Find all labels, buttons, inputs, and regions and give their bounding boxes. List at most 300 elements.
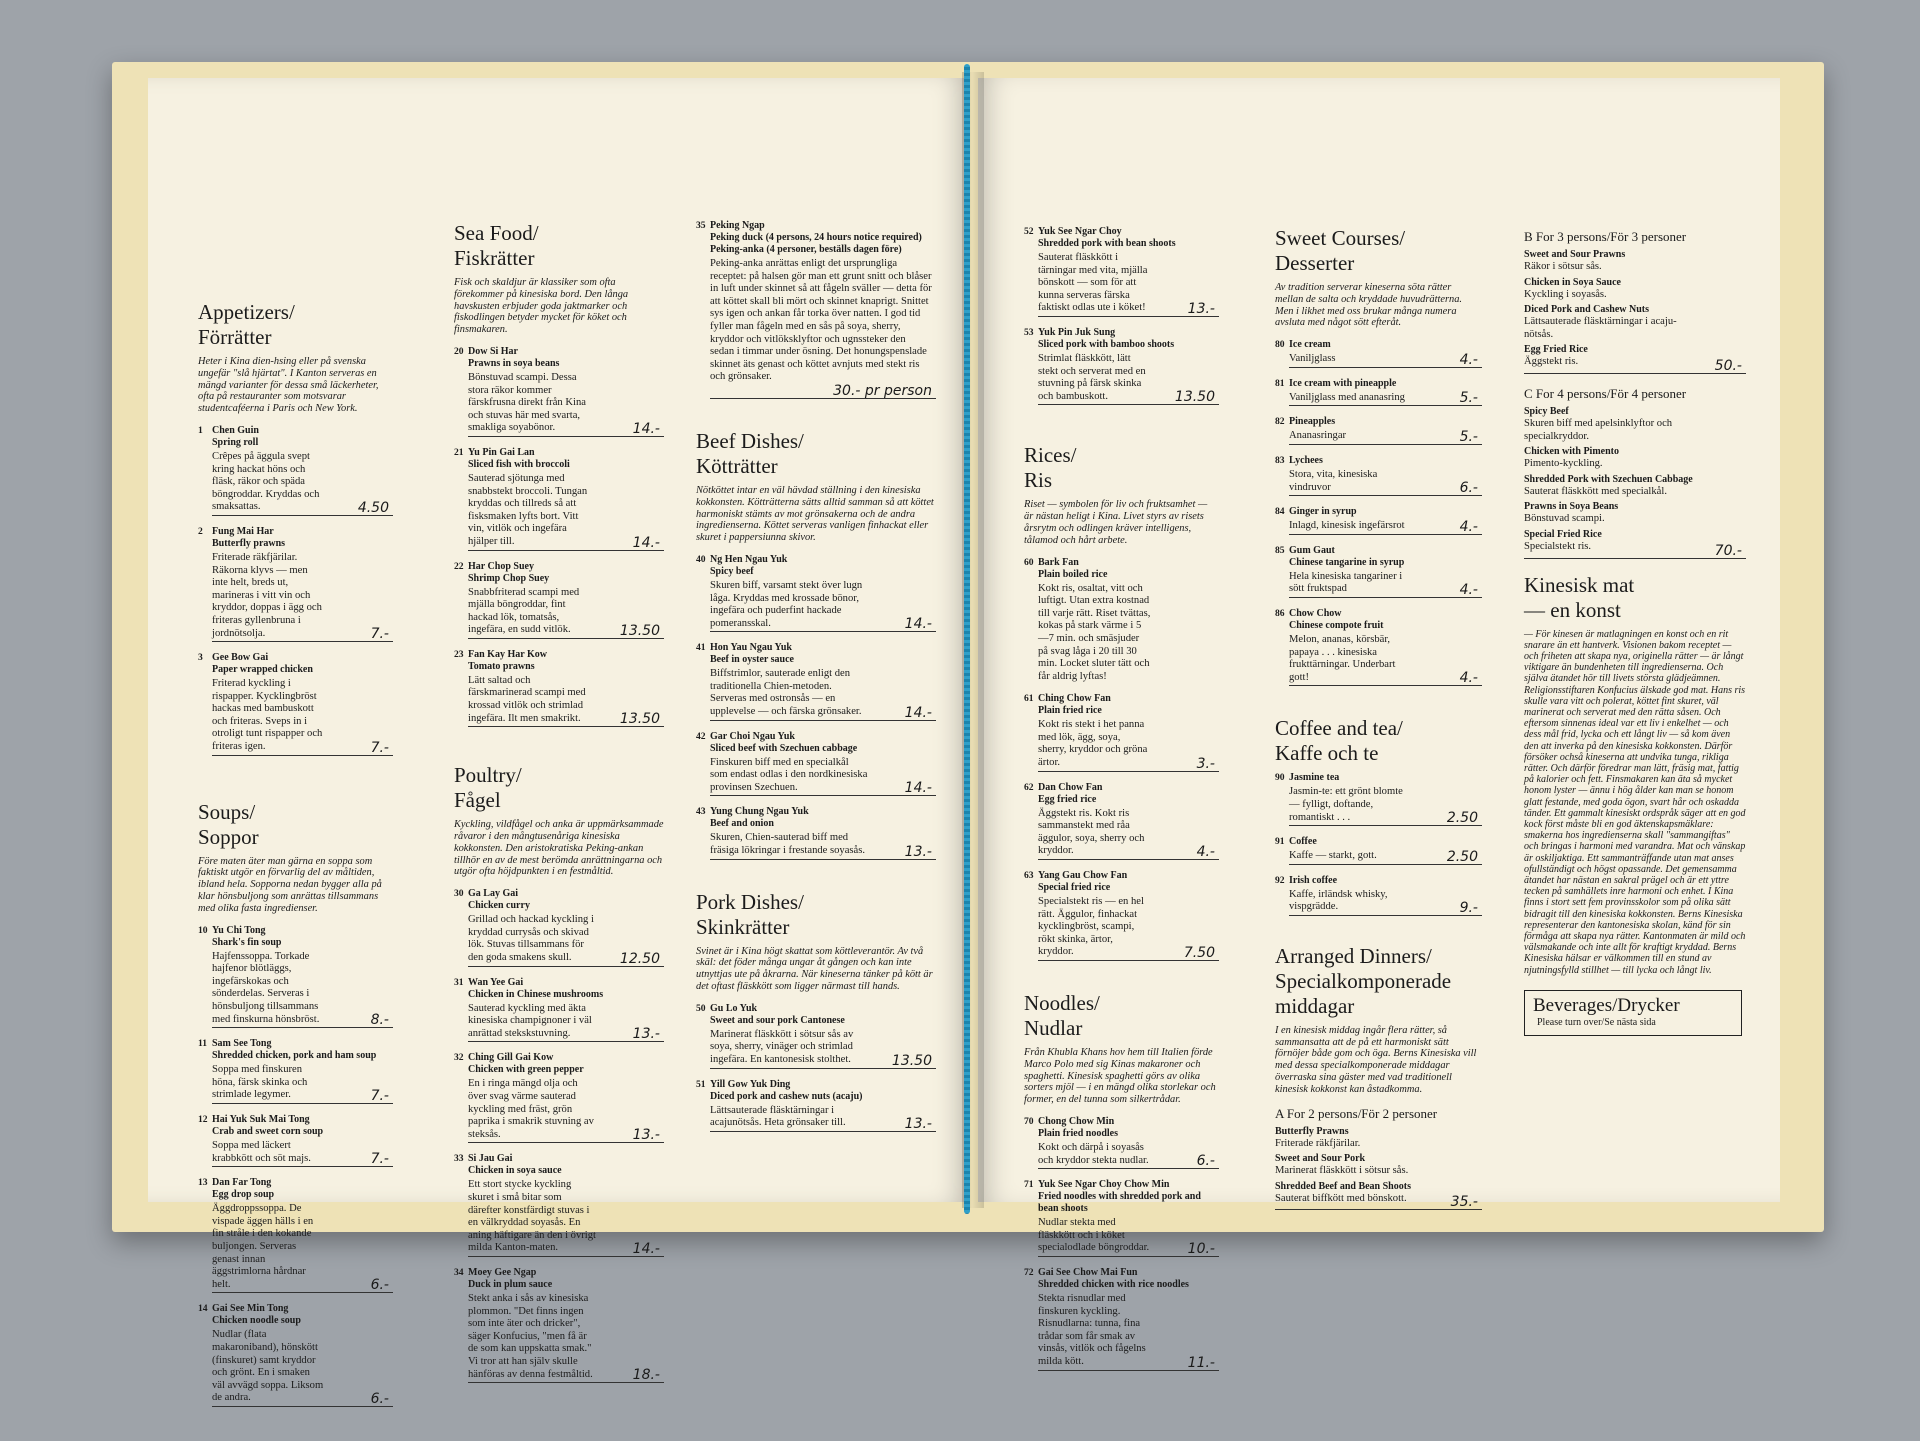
item-price: 30.- pr person xyxy=(710,384,936,399)
set-course-description: Specialstekt ris. xyxy=(1524,540,1592,552)
item-number: 2 xyxy=(198,525,203,537)
menu-item xyxy=(454,1052,664,1143)
item-description: Melon, ananas, körsbär, papaya . . . kinesiska frukttärningar. Underbart gott! xyxy=(1289,633,1396,683)
item-translation: Sliced pork with bamboo shoots xyxy=(1038,338,1175,350)
item-price: 14.- xyxy=(710,617,936,632)
item-name: Chow Chow xyxy=(1289,607,1342,619)
item-price: 13.50 xyxy=(468,712,664,727)
menu-section xyxy=(454,221,664,727)
item-description: Strimlat fläskkött, lätt stekt och serverat med en stuvning på färsk skinka och bambuskott. xyxy=(1038,352,1146,402)
set-course-description: Lättsauterade fläsktärningar i acaju-nötsås. xyxy=(1524,316,1677,340)
heading-line: Sweet Courses/ xyxy=(1275,226,1406,250)
item-price: 4.- xyxy=(1289,520,1482,535)
menu-item xyxy=(696,1079,936,1132)
item-description: Skuren biff, varsamt stekt över lugn låga. Kryddas med krossade bönor, ingefära och puderfint hackade pomeransskal. xyxy=(710,579,863,629)
set-course-name: Shredded Pork with Szechuen Cabbage xyxy=(1524,473,1693,485)
set-course-description: Bönstuvad scampi. xyxy=(1524,513,1605,525)
menu-item xyxy=(696,1003,936,1069)
item-number: 86 xyxy=(1275,607,1285,619)
set-course-description: Marinerat fläskkött i sötsur sås. xyxy=(1275,1165,1409,1177)
item-description: Sauterad kyckling med äkta kinesiska champignoner i väl anrättad stekskstuvning. xyxy=(468,1002,592,1039)
item-number: 72 xyxy=(1024,1266,1034,1278)
heading-line: Förrätter xyxy=(198,325,272,349)
menu-section xyxy=(454,763,664,1383)
item-price: 14.- xyxy=(710,706,936,721)
item-price: 7.- xyxy=(212,741,393,756)
menu-item xyxy=(198,652,393,756)
section-intro: Nötköttet intar en väl hävdad ställning i den kinesiska kokkonsten. Kötträtterna sätts alltid samman så att köttet harmoniskt stämts av mot grönsakerna och de andra ingredienserna. Köttet serveras vanligen finhackat eller skuret i pappersiunna skivor. xyxy=(696,484,934,544)
item-price: 13.50 xyxy=(1038,390,1219,405)
item-name: Chen Guin xyxy=(212,424,259,436)
section-heading xyxy=(198,800,393,850)
set-course-name: Prawns in Soya Beans xyxy=(1524,501,1619,513)
item-description: Stekta risnudlar med finskuren kyckling. Risnudlarna: tunna, fina trådar som får smak av vinsås, vitlök och fågelns milda kött. xyxy=(1038,1292,1146,1367)
item-description: Friterade räkfjärilar. Räkorna klyvs — men inte helt, breds ut, marineras i vitt vin och kryddor, doppas i ägg och friteras gyllenbruna i jordnötsolja. xyxy=(212,551,322,639)
section-intro: I en kinesisk middag ingår flera rätter, så sammansatta att de på ett harmoniskt sätt förnöjer både gom och öga. Berns Kinesiska vill med dessa specialkomponerade middagar överraska sina gäster med vad traditionell kinesisk kokkonst kan åstadkomma. xyxy=(1275,1024,1477,1095)
menu-item xyxy=(1275,378,1482,407)
section-heading xyxy=(696,890,936,940)
item-price: 10.- xyxy=(1038,1242,1219,1257)
menu-item xyxy=(198,526,393,642)
menu-item xyxy=(1275,772,1482,826)
item-name: Moey Gee Ngap xyxy=(468,1266,537,1278)
item-price: 13.- xyxy=(710,1117,936,1132)
arranged-set xyxy=(1275,1106,1482,1211)
menu-item xyxy=(454,346,664,437)
item-price: 7.50 xyxy=(1038,946,1219,961)
item-number: 3 xyxy=(198,652,203,664)
item-translation: Shredded chicken with rice noodles xyxy=(1038,1278,1189,1290)
menu-item xyxy=(1024,1116,1219,1169)
beverages-box xyxy=(1524,990,1742,1036)
set-course-description: Skuren biff med apelsinklyftor och specialkryddor. xyxy=(1524,417,1673,442)
item-price: 2.50 xyxy=(1289,850,1482,865)
section-heading xyxy=(1024,443,1219,493)
item-translation: Prawns in soya beans xyxy=(468,357,560,369)
item-number: 63 xyxy=(1024,870,1034,882)
set-course-name: Sweet and Sour Prawns xyxy=(1524,249,1626,260)
item-description: Specialstekt ris — en hel rätt. Äggulor, finhackat kycklingbröst, scampi, rökt skinka, ärtor, kryddor. xyxy=(1038,896,1144,958)
item-translation: Crab and sweet corn soup xyxy=(212,1126,324,1137)
item-translation: Shrimp Chop Suey xyxy=(468,572,550,584)
set-price: 35.- xyxy=(1275,1195,1482,1210)
right-page xyxy=(978,78,1780,1371)
item-name: Ginger in syrup xyxy=(1289,506,1357,518)
left-column-2 xyxy=(454,221,664,1417)
menu-item xyxy=(696,731,936,797)
beverages-note: Please turn over/Se nästa sida xyxy=(1537,1016,1656,1028)
beverages-title: Beverages/Drycker xyxy=(1533,994,1680,1016)
item-name: Gu Lo Yuk xyxy=(710,1002,758,1014)
item-description: Inlagd, kinesisk ingefärsrot xyxy=(1289,520,1405,532)
item-price: 6.- xyxy=(212,1392,393,1407)
item-translation: Chicken in Chinese mushrooms xyxy=(468,988,604,1000)
item-name: Ng Hen Ngau Yuk xyxy=(710,553,788,565)
set-course-name: Egg Fried Rice xyxy=(1524,344,1588,356)
set-course-description: Friterade räkfjärilar. xyxy=(1275,1137,1361,1149)
menu-section xyxy=(696,890,936,1132)
item-number: 43 xyxy=(696,806,706,818)
item-name: Har Chop Suey xyxy=(468,560,534,572)
item-price: 6.- xyxy=(1289,481,1482,496)
item-price: 7.- xyxy=(212,1152,393,1167)
set-course-name: Special Fried Rice xyxy=(1524,528,1602,540)
item-name: Chong Chow Min xyxy=(1038,1115,1115,1127)
item-number: 12 xyxy=(198,1114,208,1125)
item-number: 70 xyxy=(1024,1115,1034,1127)
menu-item xyxy=(1024,226,1219,317)
heading-line: Ris xyxy=(1024,468,1053,493)
item-number: 35 xyxy=(696,220,706,231)
menu-item xyxy=(1275,608,1482,686)
section-heading xyxy=(1275,944,1482,1019)
section-intro: Från Khubla Khans hov hem till Italien förde Marco Polo med sig Kinas makaroner och spaghetti. Kinesisk spaghetti görs av olika sorters mjöl — i en mängd olika storlekar och former, en del tunna som silkertrådar. xyxy=(1024,1047,1216,1106)
section-heading xyxy=(696,429,936,479)
item-description: Friterad kyckling i rispapper. Kycklingbröst hackas med bambuskott och friteras. Sveps in i otroligt tunt rispapper och friteras igen. xyxy=(212,678,323,753)
item-name: Yuk See Ngar Choy xyxy=(1038,226,1122,237)
section-heading xyxy=(1275,716,1482,766)
item-translation: Sliced beef with Szechuen cabbage xyxy=(710,742,858,754)
item-name: Ching Chow Fan xyxy=(1038,693,1111,705)
item-description: Hajfenssoppa. Torkade hajfenor blötläggs, ingefärskokas och sönderdelas. Serveras i hönsbuljong tillsammans med finskurna hönsbröst. xyxy=(212,950,320,1025)
menu-item xyxy=(198,1114,393,1167)
menu-item xyxy=(198,1303,393,1407)
section-heading xyxy=(454,221,664,271)
heading-line: Appetizers/ xyxy=(198,300,295,324)
menu-item xyxy=(198,1177,393,1293)
item-name: Dan Chow Fan xyxy=(1038,781,1103,793)
menu-item xyxy=(198,1038,393,1104)
item-name: Dow Si Har xyxy=(468,345,518,357)
item-name: Coffee xyxy=(1289,836,1317,848)
item-price: 13.- xyxy=(1038,302,1219,317)
set-course-description: Pimento-kyckling. xyxy=(1524,458,1603,470)
menu-item xyxy=(454,1153,664,1257)
item-translation: Beef and onion xyxy=(710,818,774,830)
item-description: Finskuren biff med en specialkål som endast odlas i den nordkinesiska provinsen Szechuen. xyxy=(710,756,868,793)
peking-duck-section xyxy=(696,220,936,399)
item-description: Vaniljglass xyxy=(1289,353,1336,365)
bookmark-ribbon xyxy=(964,64,970,1214)
item-number: 84 xyxy=(1275,506,1285,518)
item-price: 4.- xyxy=(1289,353,1482,368)
menu-section xyxy=(198,300,393,756)
item-translation: Beef in oyster sauce xyxy=(710,654,794,666)
heading-line: Kaffe och te xyxy=(1275,741,1379,766)
heading-line: Kötträtter xyxy=(696,453,778,478)
item-translation: Plain boiled rice xyxy=(1038,568,1108,580)
item-description: Ett stort stycke kyckling skuret i små bitar som därefter konstfärdigt stuvas i en välkryddad soyasås. En aning häftigare än den i övrigt milda Kanton-maten. xyxy=(468,1179,596,1254)
item-name: Yung Chung Ngau Yuk xyxy=(710,806,809,818)
item-description: Nudlar stekta med fläskkött och i köket specialodlade böngroddar. xyxy=(1038,1217,1150,1254)
item-translation: Sliced fish with broccoli xyxy=(468,458,570,470)
item-number: 81 xyxy=(1275,377,1285,389)
heading-line: Arranged Dinners/ xyxy=(1275,943,1432,968)
menu-item xyxy=(1275,836,1482,865)
menu-item xyxy=(1275,455,1482,496)
item-description: Sauterat fläskkött i tärningar med vita, mjälla bönskott — som för att kunna serveras färska faktiskt odlas ute i köket! xyxy=(1038,252,1148,314)
item-name: Irish coffee xyxy=(1289,874,1338,886)
set-course-description: Äggstekt ris. xyxy=(1524,356,1579,368)
item-translation: Chicken with green pepper xyxy=(468,1064,584,1076)
menu-item xyxy=(696,554,936,632)
menu-item xyxy=(696,220,936,399)
item-description: Lätt saltad och färskmarinerad scampi med krossad vitlök och strimlad ingefära. Ilt men smakrikt. xyxy=(468,674,586,724)
item-number: 41 xyxy=(696,642,706,654)
item-price: 5.- xyxy=(1289,391,1482,406)
item-name: Pineapples xyxy=(1289,416,1336,428)
item-price: 7.- xyxy=(212,627,393,642)
item-number: 34 xyxy=(454,1266,464,1278)
item-price: 14.- xyxy=(710,781,936,796)
item-price: 14.- xyxy=(468,422,664,437)
item-description: Jasmin-te: ett grönt blomte — fylligt, doftande, romantiskt . . . xyxy=(1289,786,1403,823)
item-price: 14.- xyxy=(468,1242,664,1257)
left-page xyxy=(148,78,970,1407)
item-name: Gum Gaut xyxy=(1289,544,1335,556)
item-number: 82 xyxy=(1275,416,1285,428)
item-name: Fan Kay Har Kow xyxy=(468,648,547,660)
item-description: Grillad och hackad kyckling i kryddad currysås och skivad lök. Stuvas tillsammans för den goda smakens skull. xyxy=(468,914,594,964)
item-number: 30 xyxy=(454,888,464,900)
menu-item xyxy=(1024,870,1219,961)
heading-line: middagar xyxy=(1275,993,1355,1018)
menu-section xyxy=(1275,226,1482,686)
arranged-set xyxy=(1524,229,1746,374)
heading-line: Specialkomponerade xyxy=(1275,968,1452,993)
item-price: 4.- xyxy=(1038,845,1219,860)
item-price: 7.- xyxy=(212,1089,393,1104)
set-course-description: Kyckling i soyasås. xyxy=(1524,288,1607,300)
item-number: 33 xyxy=(454,1153,464,1165)
item-price: 2.50 xyxy=(1289,811,1482,826)
item-number: 50 xyxy=(696,1002,706,1014)
item-description: Nudlar (flata makaroniband), hönskött (finskuret) samt kryddor och grönt. En i smaken väl avvägd soppa. Liksom de andra. xyxy=(212,1329,324,1404)
item-number: 92 xyxy=(1275,874,1285,886)
item-number: 61 xyxy=(1024,693,1034,705)
item-name: Gee Bow Gai xyxy=(212,652,269,664)
item-description: Ananasringar xyxy=(1289,430,1347,442)
item-price: 6.- xyxy=(212,1278,393,1293)
heading-line: — en konst xyxy=(1524,597,1621,622)
menu-item xyxy=(198,425,393,516)
item-number: 13 xyxy=(198,1177,208,1189)
item-name: Ga Lay Gai xyxy=(468,888,519,900)
item-number: 60 xyxy=(1024,556,1034,568)
item-name: Yuk See Ngar Choy Chow Min xyxy=(1038,1179,1170,1191)
menu-item xyxy=(1275,416,1482,445)
item-number: 11 xyxy=(198,1038,208,1050)
set-course-name: Sweet and Sour Pork xyxy=(1275,1153,1366,1165)
set-price: 50.- xyxy=(1524,359,1746,374)
item-name: Yuk Pin Juk Sung xyxy=(1038,326,1116,338)
item-number: 80 xyxy=(1275,339,1285,351)
section-intro: Heter i Kina dien-hsing eller på svenska ungefär "slå hjärtat". I Kanton serveras en mängd varianter för dessa små läckerheter, ofta på restauranter som motsvarar studentcaféerna i Paris och New York. xyxy=(198,356,379,415)
section-intro: Riset — symbolen för liv och fruktsamhet — är nästan heligt i Kina. Livet styrs av risets årsrytm och odlingen kräver intelligens, tålamod och hårt arbete. xyxy=(1024,499,1208,546)
heading-line: Coffee and tea/ xyxy=(1275,716,1403,741)
menu-item xyxy=(1024,693,1219,771)
item-price: 8.- xyxy=(212,1013,393,1028)
set-course-description: Sauterat biffkött med bönskott. xyxy=(1275,1192,1407,1204)
menu-item xyxy=(1275,506,1482,535)
heading-line: Desserter xyxy=(1275,251,1355,275)
item-name: Ching Gill Gai Kow xyxy=(468,1052,554,1064)
menu-item xyxy=(454,977,664,1043)
item-translation: Shredded pork with bean shoots xyxy=(1038,238,1176,249)
item-price: 11.- xyxy=(1038,1356,1219,1371)
item-price: 13.50 xyxy=(710,1054,936,1069)
item-name: Yu Chi Tong xyxy=(212,924,266,936)
item-description: Sauterad sjötunga med snabbstekt broccoli. Tungan kryddas och tillreds så att fisksmaken lyfts bort. Vitt vin, vitlök och ingefära hjälper till. xyxy=(468,472,588,547)
item-number: 52 xyxy=(1024,226,1034,237)
item-translation: Chinese tangarine in syrup xyxy=(1289,556,1405,568)
item-name: Yang Gau Chow Fan xyxy=(1038,870,1128,882)
item-name: Jasmine tea xyxy=(1289,772,1340,784)
item-number: 53 xyxy=(1024,326,1034,338)
item-translation: Chicken curry xyxy=(468,900,530,912)
item-description: Snabbfriterad scampi med mjälla böngroddar, fint hackad lök, tomatsås, ingefära, en sudd vitlök. xyxy=(468,586,580,636)
item-description: Biffstrimlor, sauterade enligt den traditionella Chien-metoden. Serveras med ostronsås — en upplevelse — och färska grönsaker. xyxy=(710,668,862,718)
item-price: 5.- xyxy=(1289,430,1482,445)
menu-item xyxy=(1275,545,1482,598)
item-price: 4.- xyxy=(1289,583,1482,598)
menu-item xyxy=(696,642,936,720)
heading-line: Poultry/ xyxy=(454,763,522,788)
item-translation-swedish: Peking-anka (4 personer, beställs dagen före) xyxy=(710,244,902,255)
item-name: Dan Far Tong xyxy=(212,1177,272,1189)
item-translation: Special fried rice xyxy=(1038,882,1111,894)
set-course-description: Räkor i sötsur sås. xyxy=(1524,261,1602,272)
item-name: Peking Ngap xyxy=(710,220,765,231)
item-price: 4.- xyxy=(1289,671,1482,686)
section-intro: Svinet är i Kina högt skattat som köttleverantör. Av två skäl: det föder många ungar åt gången och kan inte utnyttjas ute på åkrarna. När kineserna tänker på kött är det oftast fläskkött som ligger närmast till hands. xyxy=(696,945,933,993)
item-name: Hon Yau Ngau Yuk xyxy=(710,642,792,654)
set-course-name: Butterfly Prawns xyxy=(1275,1125,1349,1137)
item-number: 21 xyxy=(454,446,464,458)
set-title: C For 4 persons/För 4 personer xyxy=(1524,385,1687,401)
item-price: 18.- xyxy=(468,1368,664,1383)
item-price: 13.- xyxy=(468,1128,664,1143)
item-translation: Egg drop soup xyxy=(212,1189,275,1201)
item-number: 1 xyxy=(198,424,203,436)
item-description: Hela kinesiska tangariner i sött fruktspad xyxy=(1289,570,1403,595)
heading-line: Fågel xyxy=(454,788,501,813)
item-number: 40 xyxy=(696,553,706,565)
menu-item xyxy=(454,649,664,727)
item-description: Skuren, Chien-sauterad biff med fräsiga lökringar i frestande soyasås. xyxy=(710,832,866,857)
menu-item xyxy=(1275,875,1482,916)
heading-line: Noodles/ xyxy=(1024,991,1100,1015)
item-number: 32 xyxy=(454,1052,464,1064)
item-price: 4.50 xyxy=(212,501,393,516)
item-price: 12.50 xyxy=(468,952,664,967)
set-price: 70.- xyxy=(1524,544,1746,559)
item-number: 91 xyxy=(1275,836,1285,848)
item-name: Lychees xyxy=(1289,454,1323,466)
item-name: Wan Yee Gai xyxy=(468,976,524,988)
heading-line: Nudlar xyxy=(1024,1016,1083,1040)
section-heading xyxy=(198,300,393,350)
item-translation: Sweet and sour pork Cantonese xyxy=(710,1014,845,1026)
item-name: Bark Fan xyxy=(1038,556,1079,568)
item-number: 71 xyxy=(1024,1179,1034,1191)
menu-item xyxy=(198,925,393,1029)
item-description: Kokt ris, osaltat, vitt och luftigt. Utan extra kostnad till varje rätt. Riset tvättas, kokas på stark värme i 5—7 min. och smäsjuder på svag låga i 20 till 30 min. Locket sluter tätt och får aldrig lyftas! xyxy=(1038,582,1151,682)
menu-item xyxy=(454,447,664,551)
menu-item xyxy=(1024,1179,1219,1257)
item-translation: Tomato prawns xyxy=(468,660,535,672)
item-translation: Duck in plum sauce xyxy=(468,1278,553,1290)
item-translation: Paper wrapped chicken xyxy=(212,664,313,676)
set-title: B For 3 persons/För 3 personer xyxy=(1524,229,1687,244)
item-description: Kokt och därpå i soyasås och kryddor stekta nudlar. xyxy=(1038,1141,1149,1166)
set-course-name: Shredded Beef and Bean Shoots xyxy=(1275,1180,1411,1192)
item-name: Yill Gow Yuk Ding xyxy=(710,1078,791,1090)
section-heading xyxy=(1524,573,1746,623)
kinesisk-mat-section xyxy=(1524,573,1746,976)
item-translation: Chinese compote fruit xyxy=(1289,619,1384,631)
menu-item xyxy=(1024,327,1219,405)
item-translation: Diced pork and cashew nuts (acaju) xyxy=(710,1090,863,1102)
set-course-name: Chicken in Soya Sauce xyxy=(1524,276,1621,288)
item-name: Sam See Tong xyxy=(212,1038,272,1050)
item-number: 51 xyxy=(696,1078,706,1090)
item-description: Peking-anka anrättas enligt det ursprungliga receptet: på halsen gör man ett grunt snitt och blåser in luft under skinnet så att fågeln sväller — detta för att köttet skall bli mört och skinnet knaprigt. Snittet sys igen och ankan får torka över natten. I god tid fyller man fågeln med en sås på soya, sherry, kryddor och vitlöksklyftor och ugnssteker den sedan i timmar under ösning. Det honungspenslade skinnet äts genast och köttet avnjuts med stekt ris och grönsaker. xyxy=(710,258,932,383)
menu-section xyxy=(1275,716,1482,916)
left-column-3 xyxy=(696,220,936,1166)
item-description: En i ringa mängd olja och över svag värme sauterad kyckling med fräst, grön paprika i smakrik stuvning av steksås. xyxy=(468,1078,594,1140)
item-translation: Chicken noodle soup xyxy=(212,1315,301,1327)
section-intro: Av tradition serverar kineserna söta rätter mellan de salta och kryddade huvudrätterna. Men i likhet med oss brukar många numera avsluta med något sött efteråt. xyxy=(1275,282,1462,329)
menu-item xyxy=(454,888,664,966)
item-name: Ice cream with pineapple xyxy=(1289,377,1397,389)
section-intro: Fisk och skaldjur är klassiker som ofta förekommer på kinesiska bord. Den långa havskusten erbjuder goda jaktmarker och fiskodlingen betyder mycket för köket och finsmakaren. xyxy=(454,277,629,336)
item-translation: Spicy beef xyxy=(710,565,754,577)
item-translation: Plain fried noodles xyxy=(1038,1127,1119,1139)
right-column-3 xyxy=(1524,229,1746,1036)
menu-item xyxy=(1024,557,1219,684)
item-description: Kaffe, irländsk whisky, vispgrädde. xyxy=(1289,888,1388,913)
section-intro: Kyckling, vildfågel och anka är uppmärksammade råvaror i den mångtusenåriga kinesiska kokkonsten. Den aristokratiska Peking-ankan tillhör en av de mest berömda anrättningarna och utgör ofta höjdpunkten i en festmåltid. xyxy=(454,819,664,878)
set-course-name: Chicken with Pimento xyxy=(1524,446,1619,458)
menu-item xyxy=(696,806,936,859)
item-description: Äggstekt ris. Kokt ris sammanstekt med råa äggulor, soya, sherry och kryddor. xyxy=(1038,807,1145,857)
item-translation: Fried noodles with shredded pork and bean shoots xyxy=(1038,1191,1201,1215)
item-name: Hai Yuk Suk Mai Tong xyxy=(212,1114,310,1125)
item-name: Gai See Chow Mai Fun xyxy=(1038,1266,1138,1278)
item-description: Lättsauterade fläsktärningar i acajunötsås. Heta grönsaker till. xyxy=(710,1104,846,1129)
item-description: Bönstuvad scampi. Dessa stora räkor kommer färskfrusna direkt från Kina och stuvas här med svarta, smakliga soyabönor. xyxy=(468,371,586,434)
item-price: 13.50 xyxy=(468,624,664,639)
kinesisk-body: — För kinesen är matlagningen en konst och en rit snarare än ett hantverk. Visionen bakom receptet — och friheten att skapa nya, originella rätter — är långt viktigare än bundenheten till ingredienserna. Och själva ätandet hör till livets största glädjeämnen. Religionsstiftaren Konfucius älskade god mat. Hans ris skulle vara vitt och polerat, köttet fint skuret, väl marinerat och serverat med den rätta såsen. Och eftersom sinnenas ideal var ett liv i enkelhet — och dess mål frid, lycka och ett långt liv — så kom även den att inverka på den kinesiska kokkonsten. Därför försöker ochså kineserna att undvika tunga, rikliga rätter. Och därför föredrar man lätt, fräsig mat, fattig på kalorier och fett. Finsmakaren kan äta så mycket honom lyster — ännu i hög ålder kan man se honom glatt festande, med goda ögon, svart hår och oskadda tänder. Ett gammalt kinesiskt ordspråk säger att en god kock först måste bli en god äktenskapsmäklare: smakerna hos ingredienserna skall "sammangiftas" och bringas i harmoni med varandra. Mat och vänskap är oskiljaktiga. Ett sammanträffande utan mat anses ofullständigt och högst opassande. Det gemensamma ätandet har nästan en sakral prägel och är ett yttre tecken på samhällets inre harmoni och enhet. I Kina finns i stort sett fem provinsskolor som på olika sätt bidragit till den kinesiska kokkonsten. Berns Kinesiska representerar den kantonesiska skolan, känd för sin förmåga att skapa nya rätter. Kantonmaten är mild och välsmakande och inte allt för kraftigt kryddad. Berns Kinesiska hälsar er välkommen till en stund av njutningsfylld stillhet — till lycka och långt liv. xyxy=(1524,628,1746,976)
item-number: 83 xyxy=(1275,454,1285,466)
heading-line: Skinkrätter xyxy=(696,914,790,939)
item-translation: Egg fried rice xyxy=(1038,793,1097,805)
item-number: 23 xyxy=(454,648,464,660)
item-description: Vaniljglass med ananasring xyxy=(1289,391,1405,403)
item-name: Yu Pin Gai Lan xyxy=(468,446,535,458)
menu-section xyxy=(1024,991,1219,1371)
menu-section xyxy=(198,800,393,1407)
heading-line: Soups/ xyxy=(198,799,256,824)
left-column-1 xyxy=(198,300,393,1441)
item-number: 10 xyxy=(198,924,208,936)
menu-item xyxy=(1024,1267,1219,1371)
item-name: Si Jau Gai xyxy=(468,1153,513,1165)
set-course-description: Sauterat fläskkött med specialkål. xyxy=(1524,485,1667,497)
right-column-1 xyxy=(1024,226,1219,1405)
item-name: Fung Mai Har xyxy=(212,525,274,537)
